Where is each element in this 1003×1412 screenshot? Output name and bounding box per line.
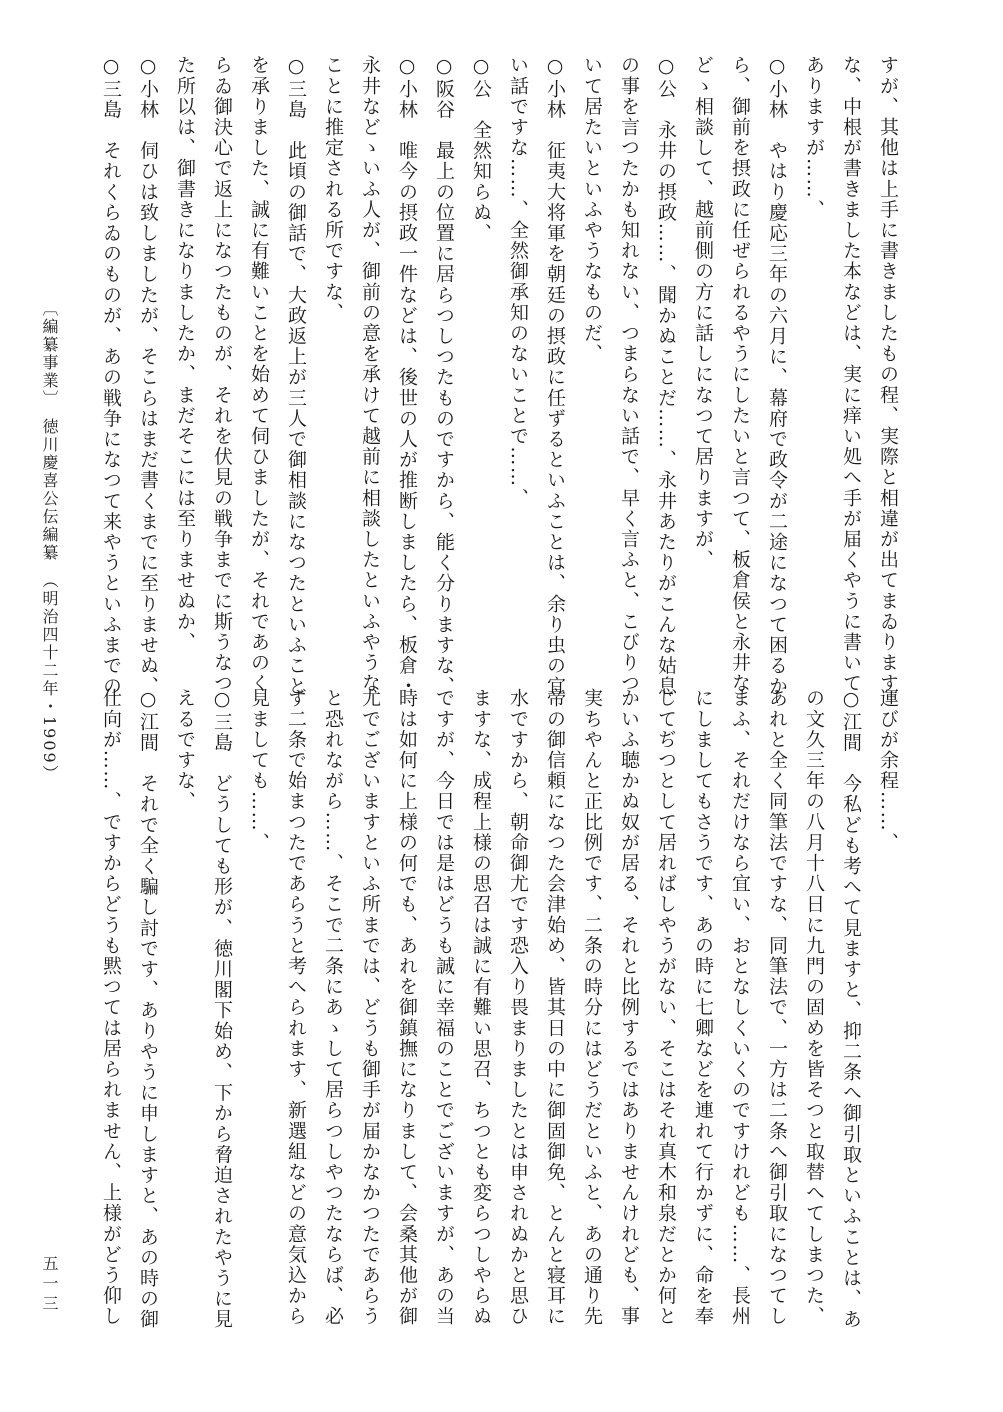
text-column: どゝ相談して、越前側の方に話しになつて居りますが、 [692,55,714,570]
text-column: じてぢつとして居ればしやうがない、そこはそれ真木和泉だとか何と [655,688,677,1327]
text-column: ことに推定される所ですな、 [322,55,344,323]
text-column: ○江間 それで全く騙し討です、ありやうに申しますと、あの時の御 [137,688,159,1330]
text-column: 見ましても……、 [248,688,270,853]
text-column: にしましてもさうです、あの時に七卿などを連れて行かずに、命を奉 [692,688,714,1327]
text-column: の文久三年の八月十八日に九門の固めを皆そつと取替へてしまつた、 [803,688,825,1327]
text-column: ですが、今日では是はどうも誠に幸福のことでございますが、あの当 [433,688,455,1327]
text-column: かいふ聴かぬ奴が居る、それと比例するではありませんけれども、事 [618,688,640,1327]
text-column: まふ、それだけなら宜い、おとなしくいくのですけれども……、長州 [729,688,751,1327]
text-column: ○江間 今私ども考へて見ますと、抑二条へ御引取といふことは、あ [840,688,862,1330]
text-column: い話ですな……、全然御承知のないことで……、 [507,55,529,509]
text-column: ますな、成程上様の思召は誠に有難い思召、ちつとも変らつしやらぬ [470,688,492,1327]
text-column: すが、其他は上手に書きましたもの程、実際と相違が出てまゐります [877,55,899,694]
text-column: ○小林 やはり慶応三年の六月に、幕府で政令が二途になつて困るか [766,55,788,697]
text-column: ○小林 唯今の摂政一件などは、後世の人が推断しましたら、板倉・ [396,55,418,697]
text-column: 時は如何に上様の何でも、あれを御鎮撫になりまして、会桑其他が御 [396,688,418,1327]
text-column: 仕向が……、ですからどうも黙つては居られません、上様がどう仰し [100,688,122,1327]
text-column: いて居たいといふやうなものだ、 [581,55,603,364]
text-column: 帝の御信頼になつた会津始め、皆其日の中に御固御免、とんと寝耳に [544,688,566,1327]
text-column: ず二条で始まつたであらうと考へられます、新選組などの意気込から [285,688,307,1327]
text-column: らゐ御決心で返上になつたものが、それを伏見の戦争までに斯うなつ [211,55,233,694]
text-column: の事を言つたかも知れない、つまらない話で、早く言ふと、こびりつ [618,55,640,694]
text-column: た所以は、御書きになりましたか、まだそこには至りませぬか、 [174,55,196,653]
running-header: 〔編纂事業〕 徳川慶喜公伝編纂 （明治四十二年・1909） [40,300,59,783]
text-column: ○三島 それくらゐのものが、あの戦争になつて来やうといふまでの [100,55,122,697]
text-column: ○三島 どうしても形が、徳川閣下始め、下から脅迫されたやうに見 [211,688,233,1330]
text-column: と恐れながら……、そこで二条にあゝして居らつしやつたならば、必 [322,688,344,1327]
text-column: 実ちやんと正比例です、二条の時分にはどうだといふと、あの通り先 [581,688,603,1327]
text-column: あれと全く同筆法ですな、同筆法で、一方は二条へ御引取になつてし [766,688,788,1327]
text-column: 尤でございますといふ所までは、どうも御手が届かなかつたであらう [359,688,381,1327]
text-column: ○三島 此頃の御話で、大政返上が三人で御相談になつたといふこと [285,55,307,697]
text-column: ら、御前を摂政に任ぜられるやうにしたいと言つて、板倉侯と永井な [729,55,751,694]
text-column: な、中根が書きました本などは、実に痒い処へ手が届くやうに書いて [840,55,862,694]
text-column: えるですな、 [174,688,196,812]
text-column: ○小林 征夷大将軍を朝廷の摂政に任ずるといふことは、余り虫の宜 [544,55,566,697]
text-column: 運びが余程……、 [877,688,899,853]
text-column: 永井などゝいふ人が、御前の意を承けて越前に相談したといふやうな [359,55,381,694]
text-column: ○阪谷 最上の位置に居らつしつたものですから、能く分りますな、 [433,55,455,697]
text-column: 水ですから、朝命御尤です恐入り畏まりましたとは申されぬかと思ひ [507,688,529,1327]
text-column: ○公 永井の摂政……、聞かぬことだ……、永井あたりがこんな姑息 [655,55,677,697]
page-number: 五一三 [40,1255,59,1315]
text-column: ありますが……、 [803,55,825,220]
text-column: ○公 全然知らぬ、 [470,55,492,244]
text-column: を承りました、誠に有難いことを始めて伺ひましたが、それであのく [248,55,270,694]
text-column: ○小林 伺ひは致しましたが、そこらはまだ書くまでに至りませぬ、 [137,55,159,697]
